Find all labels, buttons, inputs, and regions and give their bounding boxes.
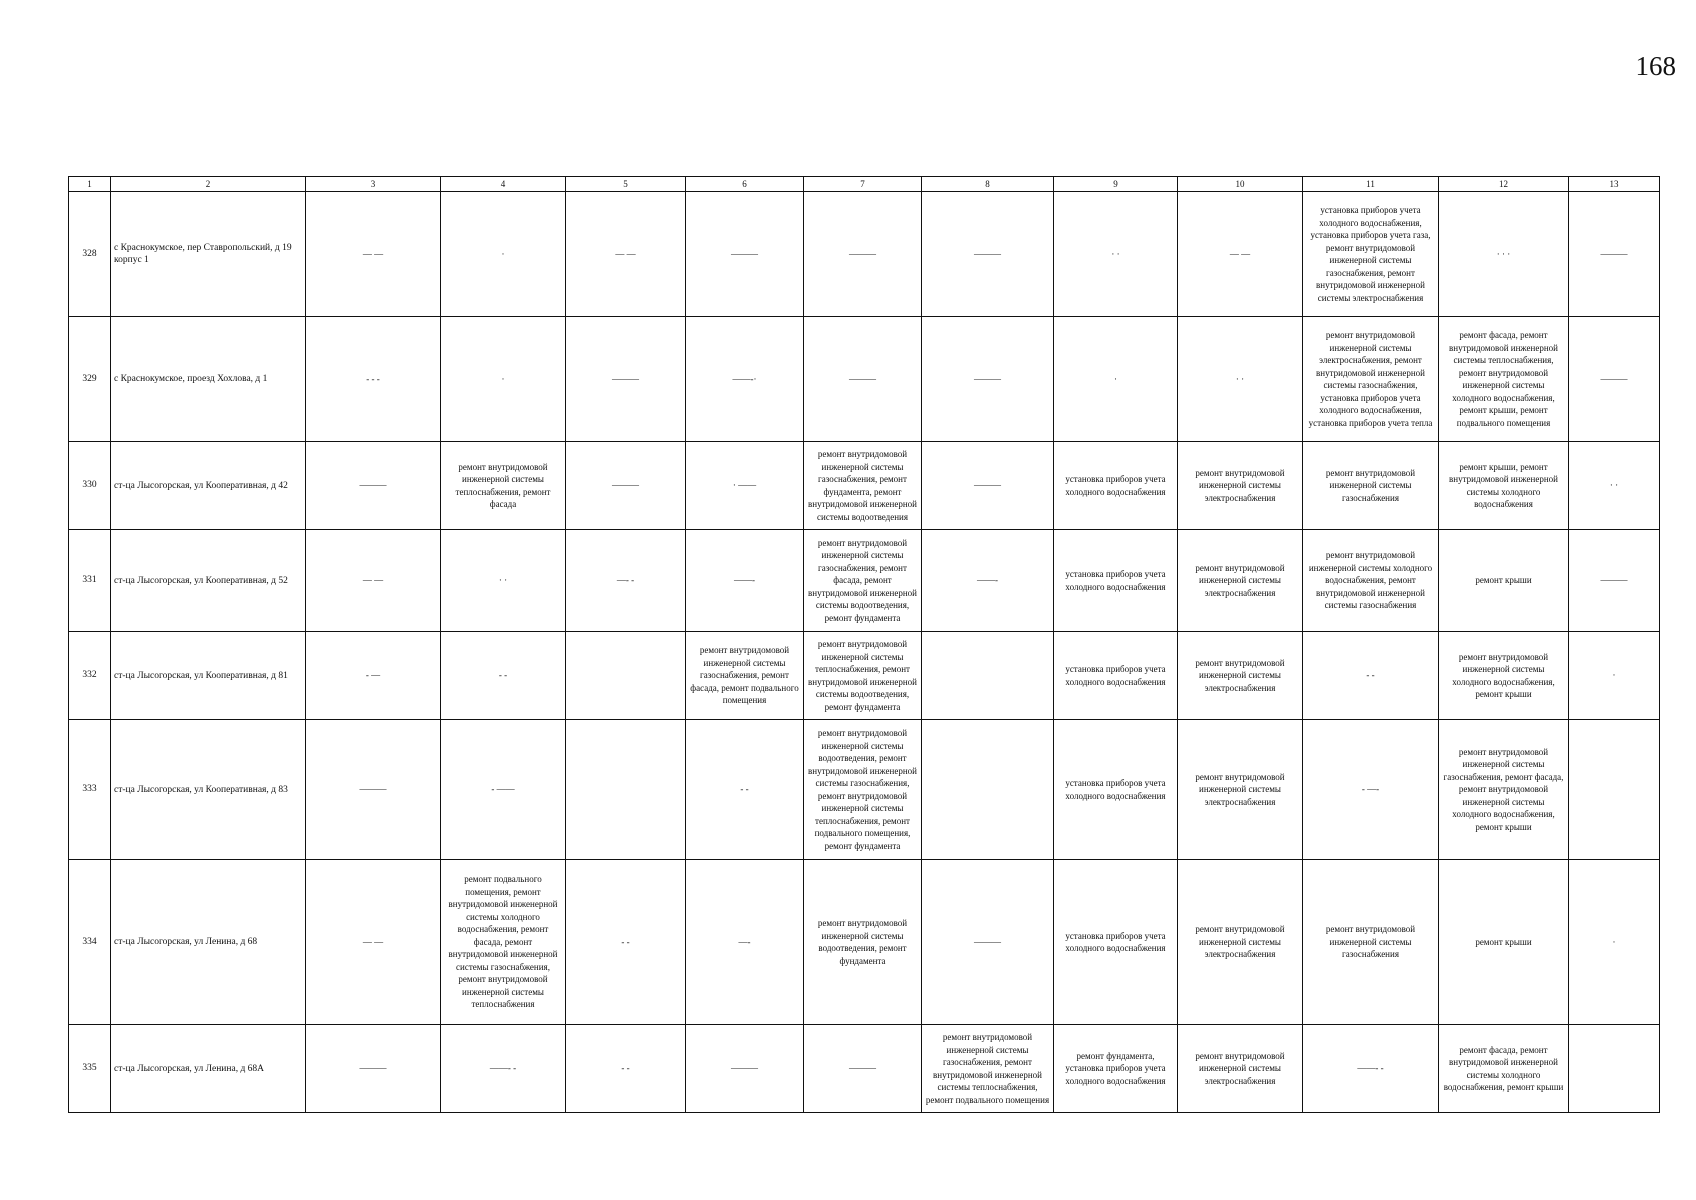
empty-cell-dash: ——— bbox=[1569, 192, 1660, 317]
work-description-cell: установка приборов учета холодного водоснабжения bbox=[1054, 860, 1178, 1025]
empty-cell-dash: - —- bbox=[1303, 720, 1439, 860]
work-description-cell: ремонт внутридомовой инженерной системы газоснабжения, ремонт внутридомовой инженерной системы теплоснабжения, ремонт подвального помещения bbox=[922, 1025, 1054, 1113]
column-number: 4 bbox=[441, 177, 566, 192]
empty-cell-dash bbox=[1569, 720, 1660, 860]
row-number: 334 bbox=[69, 860, 111, 1025]
address-cell: ст-ца Лысогорская, ул Ленина, д 68 bbox=[111, 860, 306, 1025]
empty-cell-dash: ——- - bbox=[1303, 1025, 1439, 1113]
empty-cell-dash: · bbox=[1569, 632, 1660, 720]
row-number: 329 bbox=[69, 317, 111, 442]
empty-cell-dash: —- bbox=[686, 860, 804, 1025]
empty-cell-dash: - —— bbox=[441, 720, 566, 860]
work-description-cell: ремонт фасада, ремонт внутридомовой инженерной системы теплоснабжения, ремонт внутридомовой инженерной системы холодного водоснабжения, ремонт крыши, ремонт подвального помещения bbox=[1439, 317, 1569, 442]
work-description-cell: ремонт внутридомовой инженерной системы электроснабжения bbox=[1178, 1025, 1303, 1113]
empty-cell-dash: · · bbox=[1054, 192, 1178, 317]
column-number: 12 bbox=[1439, 177, 1569, 192]
column-number: 8 bbox=[922, 177, 1054, 192]
empty-cell-dash: ——— bbox=[922, 192, 1054, 317]
empty-cell-dash bbox=[1569, 1025, 1660, 1113]
address-cell: ст-ца Лысогорская, ул Ленина, д 68А bbox=[111, 1025, 306, 1113]
work-description-cell: ремонт фасада, ремонт внутридомовой инженерной системы холодного водоснабжения, ремонт крыши bbox=[1439, 1025, 1569, 1113]
empty-cell-dash bbox=[566, 632, 686, 720]
empty-cell-dash: - — bbox=[306, 632, 441, 720]
empty-cell-dash: ——-· bbox=[686, 317, 804, 442]
column-number: 1 bbox=[69, 177, 111, 192]
empty-cell-dash: ——— bbox=[922, 860, 1054, 1025]
row-number: 330 bbox=[69, 442, 111, 530]
table-row bbox=[69, 860, 1660, 1025]
address-cell: ст-ца Лысогорская, ул Кооперативная, д 42 bbox=[111, 442, 306, 530]
empty-cell-dash: - - bbox=[1303, 632, 1439, 720]
work-description-cell: ремонт внутридомовой инженерной системы электроснабжения bbox=[1178, 632, 1303, 720]
empty-cell-dash: ——- bbox=[686, 530, 804, 632]
empty-cell-dash: — — bbox=[306, 860, 441, 1025]
work-description-cell: ремонт внутридомовой инженерной системы газоснабжения, ремонт фасада, ремонт подвального помещения bbox=[686, 632, 804, 720]
empty-cell-dash: ——— bbox=[686, 1025, 804, 1113]
empty-cell-dash: — — bbox=[1178, 192, 1303, 317]
table-row bbox=[69, 720, 1660, 860]
empty-cell-dash: · · bbox=[1178, 317, 1303, 442]
empty-cell-dash: — — bbox=[566, 192, 686, 317]
address-cell: с Краснокумское, пер Ставропольский, д 19 корпус 1 bbox=[111, 192, 306, 317]
empty-cell-dash: - - - bbox=[306, 317, 441, 442]
work-description-cell: установка приборов учета холодного водоснабжения bbox=[1054, 632, 1178, 720]
work-description-cell: ремонт крыши bbox=[1439, 860, 1569, 1025]
empty-cell-dash: · · bbox=[441, 530, 566, 632]
work-description-cell: ремонт внутридомовой инженерной системы электроснабжения bbox=[1178, 530, 1303, 632]
table-row bbox=[69, 1025, 1660, 1113]
work-description-cell: ремонт крыши bbox=[1439, 530, 1569, 632]
row-number: 333 bbox=[69, 720, 111, 860]
table-row bbox=[69, 530, 1660, 632]
empty-cell-dash: ——- bbox=[922, 530, 1054, 632]
empty-cell-dash: ——— bbox=[566, 442, 686, 530]
column-number: 5 bbox=[566, 177, 686, 192]
column-number: 2 bbox=[111, 177, 306, 192]
empty-cell-dash: · bbox=[1054, 317, 1178, 442]
works-table bbox=[68, 176, 1660, 1113]
column-number-row bbox=[69, 177, 1660, 192]
empty-cell-dash: — — bbox=[306, 530, 441, 632]
work-description-cell: ремонт внутридомовой инженерной системы газоснабжения, ремонт фасада, ремонт внутридомовой инженерной системы холодного водоснабжения, ремонт крыши bbox=[1439, 720, 1569, 860]
work-description-cell: ремонт внутридомовой инженерной системы холодного водоснабжения, ремонт крыши bbox=[1439, 632, 1569, 720]
empty-cell-dash: - - bbox=[566, 860, 686, 1025]
work-description-cell: ремонт внутридомовой инженерной системы холодного водоснабжения, ремонт внутридомовой инженерной системы газоснабжения bbox=[1303, 530, 1439, 632]
empty-cell-dash: · · · bbox=[1439, 192, 1569, 317]
empty-cell-dash: ——— bbox=[686, 192, 804, 317]
empty-cell-dash: ——— bbox=[1569, 317, 1660, 442]
work-description-cell: ремонт подвального помещения, ремонт внутридомовой инженерной системы холодного водоснабжения, ремонт фасада, ремонт внутридомовой инженерной системы газоснабжения, ремонт внутридомовой инженерной системы теплоснабжения bbox=[441, 860, 566, 1025]
column-number: 10 bbox=[1178, 177, 1303, 192]
column-number: 13 bbox=[1569, 177, 1660, 192]
address-cell: ст-ца Лысогорская, ул Кооперативная, д 81 bbox=[111, 632, 306, 720]
empty-cell-dash: - - bbox=[566, 1025, 686, 1113]
empty-cell-dash: ——— bbox=[306, 442, 441, 530]
row-number: 332 bbox=[69, 632, 111, 720]
empty-cell-dash: · —— bbox=[686, 442, 804, 530]
address-cell: ст-ца Лысогорская, ул Кооперативная, д 83 bbox=[111, 720, 306, 860]
work-description-cell: ремонт внутридомовой инженерной системы электроснабжения, ремонт внутридомовой инженерной системы газоснабжения, установка приборов учета холодного водоснабжения, установка приборов учета тепла bbox=[1303, 317, 1439, 442]
address-cell: ст-ца Лысогорская, ул Кооперативная, д 52 bbox=[111, 530, 306, 632]
empty-cell-dash: · · bbox=[1569, 442, 1660, 530]
table-row bbox=[69, 442, 1660, 530]
page-number: 168 bbox=[1635, 51, 1676, 81]
column-number: 6 bbox=[686, 177, 804, 192]
work-description-cell: установка приборов учета холодного водоснабжения, установка приборов учета газа, ремонт внутридомовой инженерной системы газоснабжения, ремонт внутридомовой инженерной системы электроснабжения bbox=[1303, 192, 1439, 317]
empty-cell-dash: - - bbox=[441, 632, 566, 720]
work-description-cell: ремонт фундамента, установка приборов учета холодного водоснабжения bbox=[1054, 1025, 1178, 1113]
empty-cell-dash: ——— bbox=[804, 192, 922, 317]
column-number: 11 bbox=[1303, 177, 1439, 192]
work-description-cell: установка приборов учета холодного водоснабжения bbox=[1054, 530, 1178, 632]
empty-cell-dash: ——- - bbox=[441, 1025, 566, 1113]
work-description-cell: ремонт внутридомовой инженерной системы газоснабжения bbox=[1303, 442, 1439, 530]
empty-cell-dash: —- - bbox=[566, 530, 686, 632]
empty-cell-dash: - - bbox=[686, 720, 804, 860]
empty-cell-dash: ——— bbox=[922, 317, 1054, 442]
empty-cell-dash: ——— bbox=[804, 317, 922, 442]
work-description-cell: ремонт внутридомовой инженерной системы теплоснабжения, ремонт внутридомовой инженерной системы водоотведения, ремонт фундамента bbox=[804, 632, 922, 720]
work-description-cell: ремонт внутридомовой инженерной системы газоснабжения, ремонт фундамента, ремонт внутридомовой инженерной системы водоотведения bbox=[804, 442, 922, 530]
row-number: 331 bbox=[69, 530, 111, 632]
empty-cell-dash: · bbox=[1569, 860, 1660, 1025]
work-description-cell: ремонт внутридомовой инженерной системы водоотведения, ремонт фундамента bbox=[804, 860, 922, 1025]
empty-cell-dash: ——— bbox=[922, 442, 1054, 530]
empty-cell-dash: — — bbox=[306, 192, 441, 317]
work-description-cell: ремонт внутридомовой инженерной системы газоснабжения, ремонт фасада, ремонт внутридомовой инженерной системы водоотведения, ремонт фундамента bbox=[804, 530, 922, 632]
table-row bbox=[69, 632, 1660, 720]
table-row bbox=[69, 317, 1660, 442]
empty-cell-dash: ——— bbox=[306, 720, 441, 860]
empty-cell-dash bbox=[922, 632, 1054, 720]
work-description-cell: ремонт внутридомовой инженерной системы электроснабжения bbox=[1178, 720, 1303, 860]
empty-cell-dash: ——— bbox=[804, 1025, 922, 1113]
column-number: 3 bbox=[306, 177, 441, 192]
work-description-cell: ремонт внутридомовой инженерной системы водоотведения, ремонт внутридомовой инженерной системы газоснабжения, ремонт внутридомовой инженерной системы теплоснабжения, ремонт подвального помещения, ремонт фундамента bbox=[804, 720, 922, 860]
empty-cell-dash bbox=[922, 720, 1054, 860]
work-description-cell: ремонт внутридомовой инженерной системы теплоснабжения, ремонт фасада bbox=[441, 442, 566, 530]
work-description-cell: установка приборов учета холодного водоснабжения bbox=[1054, 720, 1178, 860]
row-number: 335 bbox=[69, 1025, 111, 1113]
column-number: 9 bbox=[1054, 177, 1178, 192]
empty-cell-dash: ——— bbox=[1569, 530, 1660, 632]
empty-cell-dash: ——— bbox=[306, 1025, 441, 1113]
work-description-cell: ремонт внутридомовой инженерной системы газоснабжения bbox=[1303, 860, 1439, 1025]
work-description-cell: ремонт крыши, ремонт внутридомовой инженерной системы холодного водоснабжения bbox=[1439, 442, 1569, 530]
work-description-cell: ремонт внутридомовой инженерной системы электроснабжения bbox=[1178, 442, 1303, 530]
column-number: 7 bbox=[804, 177, 922, 192]
work-description-cell: установка приборов учета холодного водоснабжения bbox=[1054, 442, 1178, 530]
empty-cell-dash bbox=[566, 720, 686, 860]
address-cell: с Краснокумское, проезд Хохлова, д 1 bbox=[111, 317, 306, 442]
row-number: 328 bbox=[69, 192, 111, 317]
empty-cell-dash: · bbox=[441, 317, 566, 442]
empty-cell-dash: · bbox=[441, 192, 566, 317]
table-row bbox=[69, 192, 1660, 317]
empty-cell-dash: ——— bbox=[566, 317, 686, 442]
work-description-cell: ремонт внутридомовой инженерной системы электроснабжения bbox=[1178, 860, 1303, 1025]
